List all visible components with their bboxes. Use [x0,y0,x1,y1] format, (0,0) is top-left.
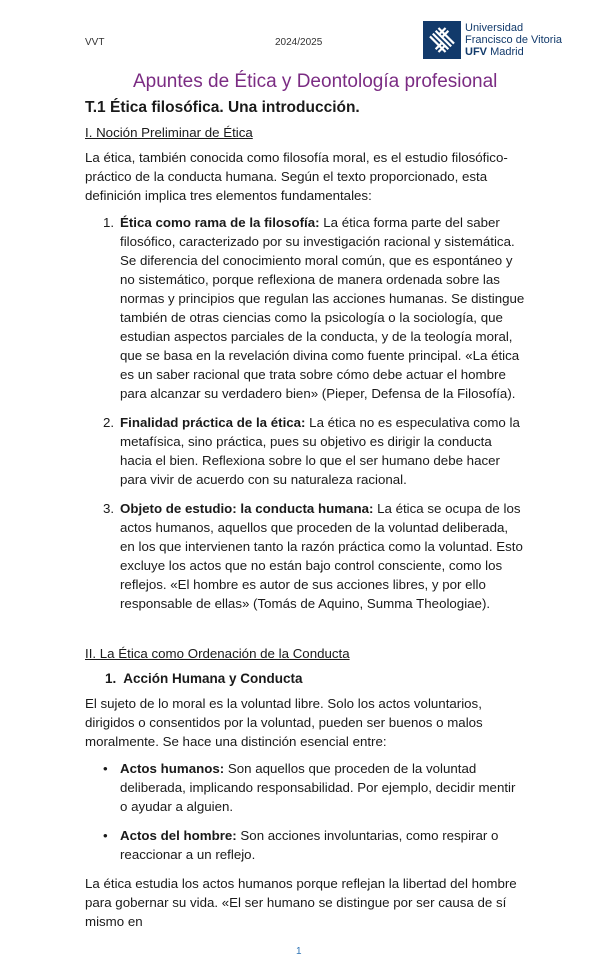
bullet-text: Son aquellos que proceden de la voluntad deliberada, implicando responsabilidad. Por ejemplo, decidir mentir o ayudar a alguien. [120,761,516,814]
logo-line2: Francisco de Vitoria [465,34,563,46]
list-item-title: Objeto de estudio: la conducta humana: [120,501,374,516]
bullet-text: Son acciones involuntarias, como respirar o reaccionar a un reflejo. [120,828,499,862]
ufv-logo [423,21,562,59]
bullet-title: Actos del hombre: [120,828,237,843]
list-item-text: La ética forma parte del saber filosófico, caracterizado por su investigación racional y sistemática. Se diferencia del conocimiento moral común, que es espontáneo y no sistemático, porque reflexiona de manera ordenada sobre las normas y principios que regulan las acciones humanas. Se distingue también de otras ciencias como la psicología o la sociología, que estudian aspectos parciales de la conducta, y de la teología moral, que se basa en la revelación divina como fuente principal. «La ética es un saber racional que trata sobre cómo debe actuar el hombre para alcanzar su verdadero bien» (Pieper, Defensa de la Filosofía). [120,215,525,401]
topic-heading: T.1 Ética filosófica. Una introducción. [85,99,360,116]
section1-intro: La ética, también conocida como filosofía moral, es el estudio filosófico-práctico de la conducta humana. Según el texto proporcionado, esta definición implica tres elementos fundamentales: [85,150,508,203]
section2-heading: II. La Ética como Ordenación de la Conducta [85,646,350,661]
subsection-number: 1. [105,671,117,686]
list-item-1 [103,213,525,403]
page-number: 1 [296,946,302,957]
document-body [85,70,525,959]
list-number: 1. [103,215,115,230]
logo-madrid: Madrid [490,46,524,58]
document-title: Apuntes de Ética y Deontología profesional [133,71,498,92]
header-year: 2024/2025 [275,37,323,48]
section2-closing: La ética estudia los actos humanos porque reflejan la libertad del hombre para gobernar su vida. «El ser humano se distingue por ser causa de sí mismo en [85,876,517,929]
bullet-icon: • [103,828,108,843]
list-item-title: Ética como rama de la filosofía: [120,215,320,230]
list-number: 2. [103,415,115,430]
subsection-title: Acción Humana y Conducta [123,671,303,686]
bullet-item-2 [103,826,525,864]
list-item-title: Finalidad práctica de la ética: [120,415,306,430]
list-number: 3. [103,501,115,516]
bullet-item-1 [103,759,525,816]
list-item-3 [103,499,525,613]
section1-heading: I. Noción Preliminar de Ética [85,125,253,140]
bullet-icon: • [103,761,108,776]
subsection-heading [105,669,525,688]
list-item-2 [103,413,525,489]
section2-intro: El sujeto de lo moral es la voluntad libre. Solo los actos voluntarios, dirigidos o consentidos por la voluntad, pueden ser buenos o malos moralmente. Se hace una distinción esencial entre: [85,696,483,749]
bullet-title: Actos humanos: [120,761,225,776]
list-item-text: La ética se ocupa de los actos humanos, aquellos que proceden de la voluntad deliberada, en los que intervienen tanto la razón práctica como la voluntad. Esto excluye los actos que no están bajo control consciente, como los reflejos. «El hombre es autor de sus acciones libres, y por ello responsable de ellas» (Tomás de Aquino, Summa Theologiae). [120,501,523,611]
list-item-text: La ética no es especulativa como la metafísica, sino práctica, pues su objetivo es dirigir la conducta hacia el bien. Reflexiona sobre lo que el ser humano debe hacer para vivir de acuerdo con su naturaleza racional. [120,415,520,487]
logo-emblem-icon [423,21,461,59]
logo-line1: Universidad [465,22,524,34]
header-left: VVT [85,37,105,48]
logo-ufv: UFV [465,46,487,58]
